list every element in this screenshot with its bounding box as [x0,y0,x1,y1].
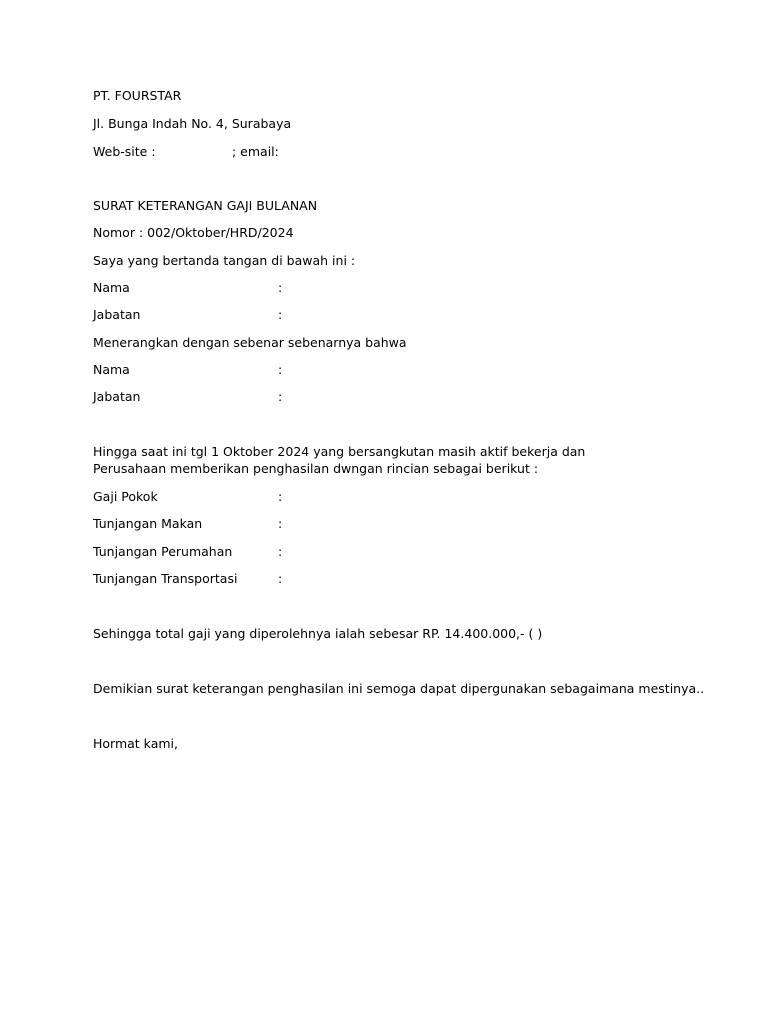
body-paragraph: Hingga saat ini tgl 1 Oktober 2024 yang bersangkutan masih aktif bekerja dan Perusahaan memberikan penghasilan dwngan rincian sebagai berikut : [93,444,586,476]
field-colon: : [278,389,283,404]
field-colon: : [278,489,283,504]
field-colon: : [278,307,283,322]
field-label: Tunjangan Transportasi [93,571,238,586]
field-colon: : [278,280,283,295]
closing-text: Demikian surat keterangan penghasilan ini semoga dapat dipergunakan sebagaimana mestinya.. [93,681,705,696]
letter-title: SURAT KETERANGAN GAJI BULANAN [93,198,318,213]
field-label: Jabatan [93,389,141,404]
field-label: Tunjangan Makan [93,516,203,531]
website-label: Web-site : [93,144,156,159]
email-label: ; email: [232,144,279,159]
intro-text: Saya yang bertanda tangan di bawah ini : [93,253,356,268]
company-contact [93,143,279,160]
field-label: Gaji Pokok [93,489,158,504]
salary-field-base [93,488,283,505]
field-colon: : [278,362,283,377]
field-colon: : [278,571,283,586]
employee-field-name [93,361,283,378]
signoff-text: Hormat kami, [93,736,178,751]
letter-number: Nomor : 002/Oktober/HRD/2024 [93,225,294,240]
total-salary-text: Sehingga total gaji yang diperolehnya ialah sebesar RP. 14.400.000,- ( ) [93,626,543,641]
field-label: Tunjangan Perumahan [93,544,233,559]
company-name: PT. FOURSTAR [93,88,182,103]
field-colon: : [278,544,283,559]
company-address: Jl. Bunga Indah No. 4, Surabaya [93,116,292,131]
field-label: Nama [93,362,130,377]
statement-text: Menerangkan dengan sebenar sebenarnya bahwa [93,335,407,350]
signer-field-position [93,306,283,323]
field-label: Jabatan [93,307,141,322]
field-label: Nama [93,280,130,295]
salary-field-housing [93,543,283,560]
employee-field-position [93,388,283,405]
field-colon: : [278,516,283,531]
signer-field-name [93,279,283,296]
salary-field-meal [93,515,283,532]
salary-field-transport [93,570,283,587]
